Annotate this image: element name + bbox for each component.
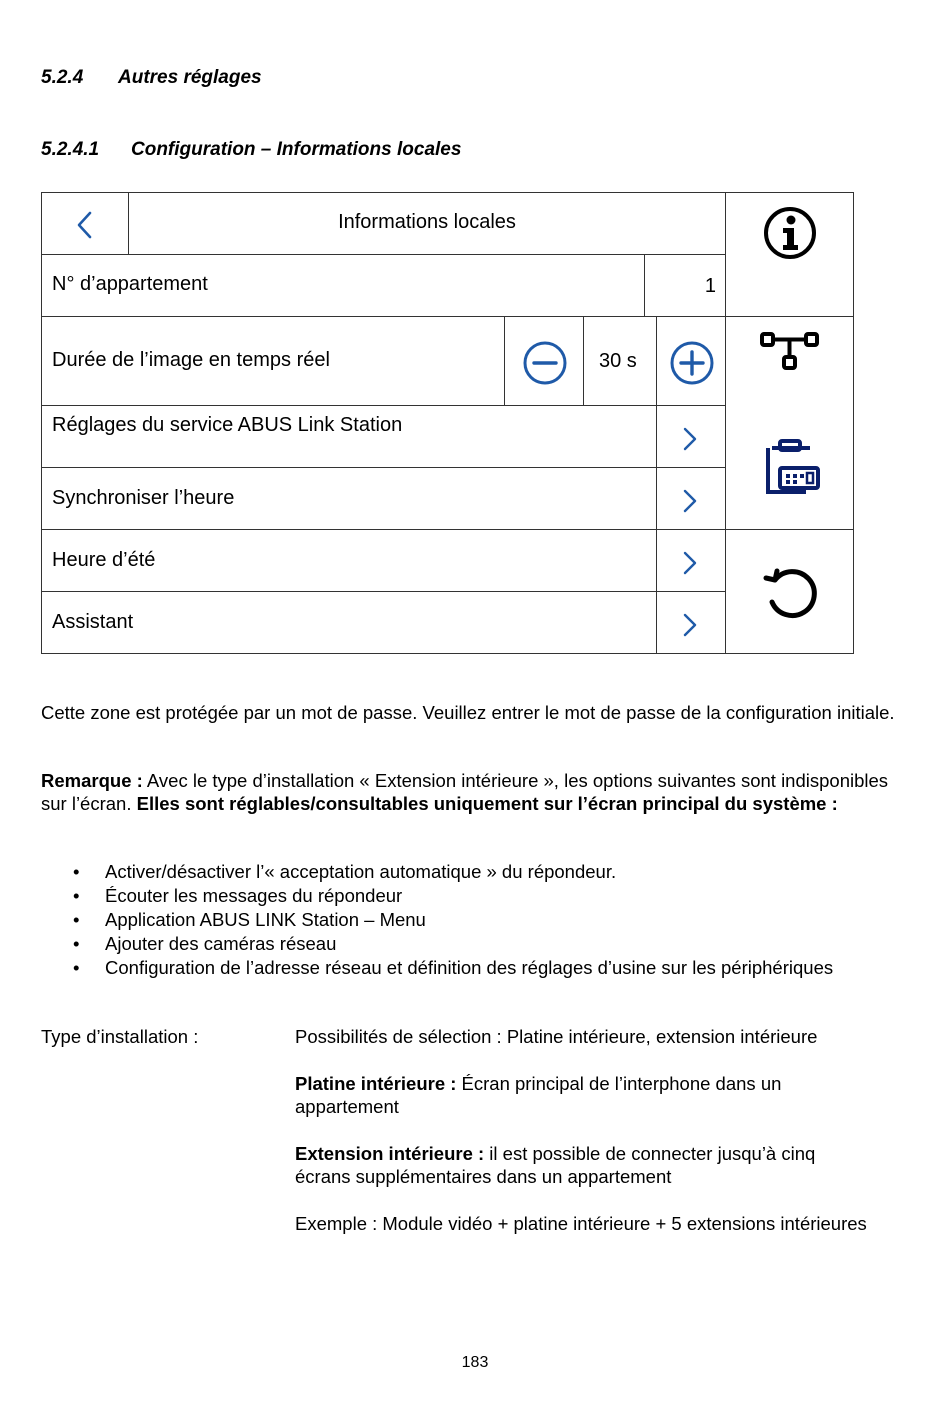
sync-time-label: Synchroniser l’heure [52, 487, 235, 509]
heading-number: 5.2.4.1 [41, 139, 100, 160]
image-duration-field [583, 316, 657, 406]
sync-time-row[interactable] [41, 467, 657, 530]
heading-title: Autres réglages [118, 67, 262, 88]
image-duration-row [41, 316, 505, 406]
unavailable-options-list [41, 860, 833, 980]
list-item: • Application ABUS LINK Station – Menu [41, 908, 833, 932]
note-label: Remarque : [41, 770, 143, 791]
abus-link-station-label: Réglages du service ABUS Link Station [52, 414, 403, 436]
settings-screen [41, 192, 854, 654]
assistant-row[interactable] [41, 591, 657, 654]
summer-time-label: Heure d’été [52, 549, 156, 571]
info-icon [762, 205, 818, 261]
extension-text: il est possible de connecter jusqu’à cinq écrans supplémentaires dans un appartement [295, 1143, 816, 1187]
heading-title: Configuration – Informations locales [131, 139, 462, 160]
minus-circle-icon [522, 340, 568, 386]
page-number: 183 [461, 1354, 489, 1371]
chevron-left-icon [75, 210, 95, 240]
plus-circle-icon [669, 340, 715, 386]
extension-label: Extension intérieure : [295, 1143, 485, 1164]
heading-number: 5.2.4 [41, 67, 84, 88]
installation-type-label: Type d’installation : [41, 1026, 199, 1047]
reset-tab[interactable] [725, 529, 854, 654]
list-item: • Ajouter des caméras réseau [41, 932, 833, 956]
network-device-tab[interactable] [725, 316, 854, 530]
image-duration-value: 30 s [599, 350, 637, 372]
abus-link-station-open-button[interactable] [656, 405, 726, 468]
chevron-right-icon [682, 612, 698, 638]
increase-button[interactable] [656, 316, 726, 406]
reset-icon [762, 564, 820, 622]
network-icon [760, 331, 820, 373]
screen-title: Informations locales [338, 211, 516, 233]
chevron-right-icon [682, 488, 698, 514]
summer-time-open-button[interactable] [656, 529, 726, 592]
example-text: Exemple : Module vidéo + platine intérieure + 5 extensions intérieures [295, 1213, 867, 1234]
decrease-button[interactable] [504, 316, 584, 406]
image-duration-label: Durée de l’image en temps réel [52, 349, 330, 371]
device-icon [762, 439, 820, 495]
intro-paragraph: Cette zone est protégée par un mot de passe. Veuillez entrer le mot de passe de la configuration initiale. [41, 702, 895, 723]
chevron-right-icon [682, 550, 698, 576]
platine-label: Platine intérieure : [295, 1073, 457, 1094]
installation-type-options: Possibilités de sélection : Platine intérieure, extension intérieure [295, 1026, 818, 1047]
platine-text: Écran principal de l’interphone dans un appartement [295, 1073, 782, 1117]
note-text: Avec le type d’installation « Extension intérieure », les options suivantes sont indisponibles sur l’écran. [41, 770, 889, 814]
note-bold-text: Elles sont réglables/consultables uniquement sur l’écran principal du système : [136, 793, 838, 814]
back-button[interactable] [41, 192, 129, 255]
extension-definition [295, 1142, 875, 1188]
chevron-right-icon [682, 426, 698, 452]
list-item: • Activer/désactiver l’« acceptation automatique » du répondeur. [41, 860, 833, 884]
platine-definition [295, 1072, 875, 1118]
list-item: • Configuration de l’adresse réseau et définition des réglages d’usine sur les périphériques [41, 956, 833, 980]
abus-link-station-row[interactable] [41, 405, 657, 468]
summer-time-row[interactable] [41, 529, 657, 592]
sync-time-open-button[interactable] [656, 467, 726, 530]
apartment-number-value: 1 [704, 275, 716, 297]
assistant-label: Assistant [52, 611, 134, 633]
info-tab[interactable] [725, 192, 854, 317]
apartment-number-row [41, 254, 645, 317]
section-heading-5-2-4 [41, 67, 262, 89]
apartment-number-field[interactable] [644, 254, 726, 317]
screen-title-bar [128, 192, 726, 255]
section-heading-5-2-4-1 [41, 139, 461, 161]
apartment-number-label: N° d’appartement [52, 273, 208, 295]
note-paragraph [41, 769, 901, 815]
list-item: • Écouter les messages du répondeur [41, 884, 833, 908]
assistant-open-button[interactable] [656, 591, 726, 654]
